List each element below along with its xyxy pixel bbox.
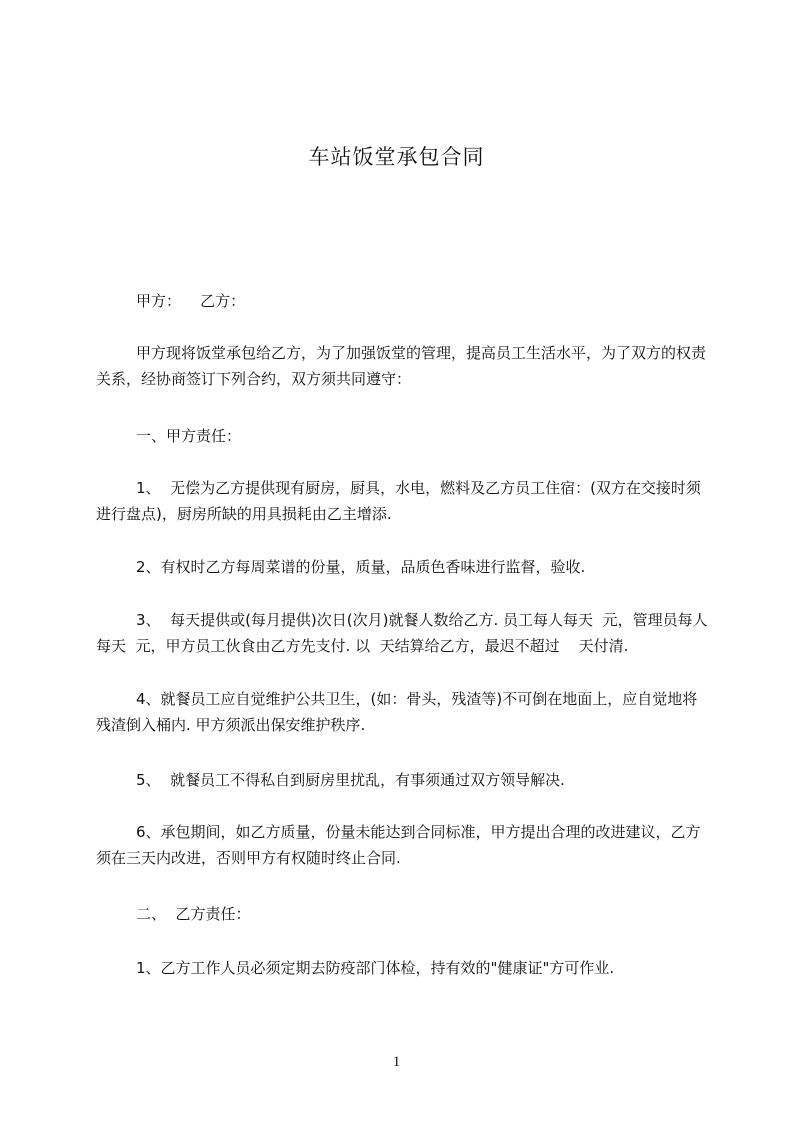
intro-paragraph: 甲方现将饭堂承包给乙方，为了加强饭堂的管理，提高员工生活水平，为了双方的权责关系，经协商签订下列合约，双方须共同遵守： — [96, 344, 707, 388]
section-one-item-5: 5、 就餐员工不得私自到厨房里扰乱，有事须通过双方领导解决. — [136, 771, 565, 789]
section-one-item-6: 6、承包期间，如乙方质量，份量未能达到合同标准，甲方提出合理的改进建议，乙方须在三天内改进，否则甲方有权随时终止合同. — [96, 823, 701, 867]
section-two-heading: 二、 乙方责任： — [136, 905, 251, 923]
page-number: 1 — [392, 1054, 401, 1070]
section-one-item-1: 1、 无偿为乙方提供现有厨房，厨具，水电，燃料及乙方员工住宿：(双方在交接时须进行盘点)，厨房所缺的用具损耗由乙主增添. — [96, 479, 701, 523]
parties-line: 甲方： 乙方： — [136, 292, 246, 310]
section-one-item-3: 3、 每天提供或(每月提供)次日(次月)就餐人数给乙方. 员工每人每天 元，管理员每人每天 元，甲方员工伙食由乙方先支付. 以 天结算给乙方，最迟不超过 天付清. — [96, 611, 708, 655]
page-title: 车站饭堂承包合同 — [308, 145, 485, 169]
section-one-item-4: 4、就餐员工应自觉维护公共卫生，(如：骨头，残渣等)不可倒在地面上，应自觉地将残渣倒入桶内. 甲方须派出保安维护秩序. — [96, 690, 698, 734]
section-one-heading: 一、甲方责任： — [136, 427, 242, 445]
section-two-item-1: 1、乙方工作人员必须定期去防疫部门体检，持有效的"健康证"方可作业. — [136, 959, 615, 977]
section-one-item-2: 2、有权时乙方每周菜谱的份量，质量，品质色香味进行监督，验收. — [136, 558, 586, 576]
